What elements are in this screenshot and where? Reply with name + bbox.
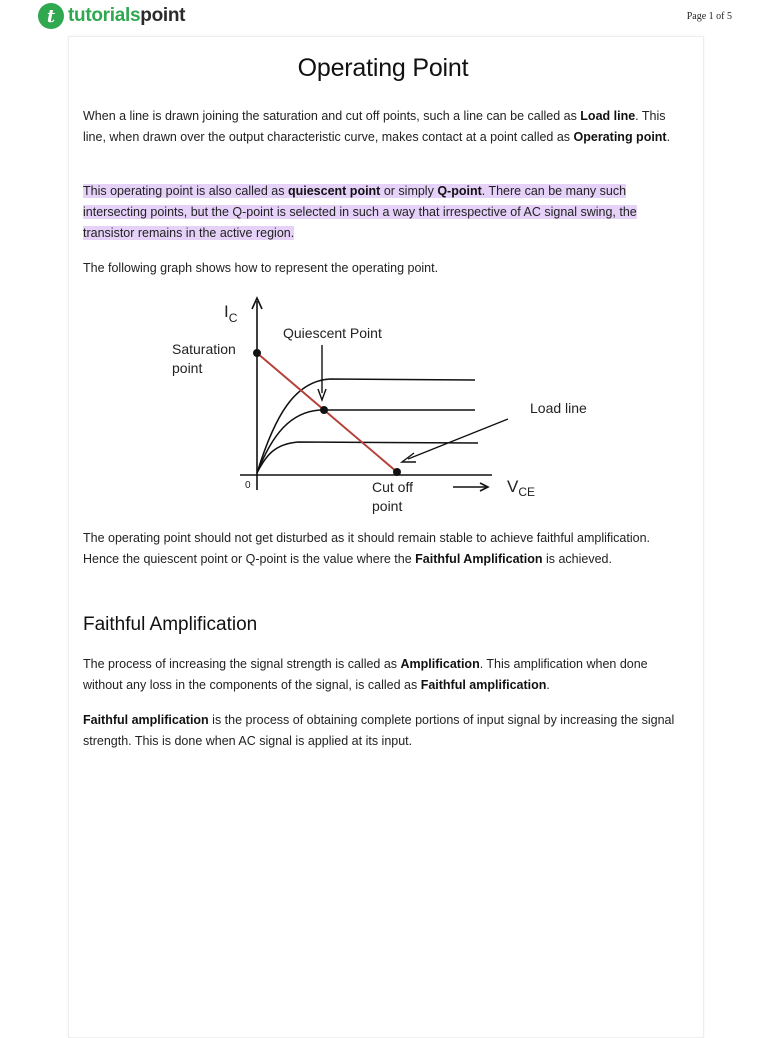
text: The operating point should not get disturbed as it should remain stable to achieve faithful amplification. Hence the quiescent point or Q-point is the value where the [83,531,651,566]
text: . This line, when drawn over the output characteristic curve, makes contact at a point called as [83,109,666,144]
text: The process of increasing the signal strength is called as [83,657,401,671]
load-line-arrowhead [402,453,416,462]
text: . [666,130,671,144]
page-header [0,0,768,36]
paragraph-graph-intro: The following graph shows how to represent the operating point. [83,261,439,275]
page-title: Operating Point [297,54,469,82]
paragraph-faithful-intro [83,528,683,570]
logo-icon: t [38,3,64,29]
paragraph-load-line [83,106,683,148]
x-axis-label: $V_{CE}$ [507,477,536,499]
y-axis-label: $I_C$ [224,302,238,325]
term-q-point: Q-point [437,184,482,198]
paragraph-amplification [83,654,683,696]
text: is the process of obtaining complete portions of input signal by increasing the signal strength. This is done when AC signal is applied at its input. [83,713,675,748]
cutoff-point-marker [393,468,401,476]
text: . This amplification when done without any loss in the components of the signal, is called as [83,657,648,692]
highlighted-text [83,184,637,240]
term-faithful-amplification: Faithful amplification [420,678,547,692]
characteristic-curve-high [257,379,475,473]
text: This operating point is also called as [83,184,288,198]
text: . There can be many such intersecting points, but the Q-point is selected in such a way that irrespective of AC signal swing, the transistor remains in the active region. [83,184,637,240]
saturation-label-2: point [172,360,203,376]
section-heading-faithful-amplification: Faithful Amplification [83,614,258,635]
logo-wordmark [68,5,185,27]
paragraph-faithful-definition [83,710,683,752]
operating-point-graph [170,295,587,520]
origin-label: 0 [245,480,251,491]
text: is achieved. [542,552,612,566]
term-faithful-amplification: Faithful amplification [83,713,209,727]
saturation-point-marker [253,349,261,357]
logo-word-tutorials: tutorials [68,5,141,26]
term-operating-point: Operating point [573,130,667,144]
text: or simply [380,184,438,198]
cutoff-label: Cut off [372,479,413,495]
term-amplification: Amplification [400,657,480,671]
load-line-arrow [408,419,508,459]
characteristic-curve-mid [257,410,475,473]
logo-word-point: point [140,5,186,26]
paragraph-q-point [83,181,683,244]
cutoff-label-2: point [372,498,403,514]
term-faithful-amplification: Faithful Amplification [415,552,543,566]
load-line-label: Load line [530,400,587,416]
tutorialspoint-logo[interactable] [38,3,185,29]
quiescent-point-label: Quiescent Point [283,325,382,341]
q-point-marker [320,406,328,414]
page-indicator: Page 1 of 5 [686,11,732,22]
text: When a line is drawn joining the saturation and cut off points, such a line can be called as [83,109,581,123]
term-load-line: Load line [580,109,636,123]
term-quiescent-point: quiescent point [287,184,381,198]
saturation-label: Saturation [172,341,236,357]
text: . [546,678,550,692]
